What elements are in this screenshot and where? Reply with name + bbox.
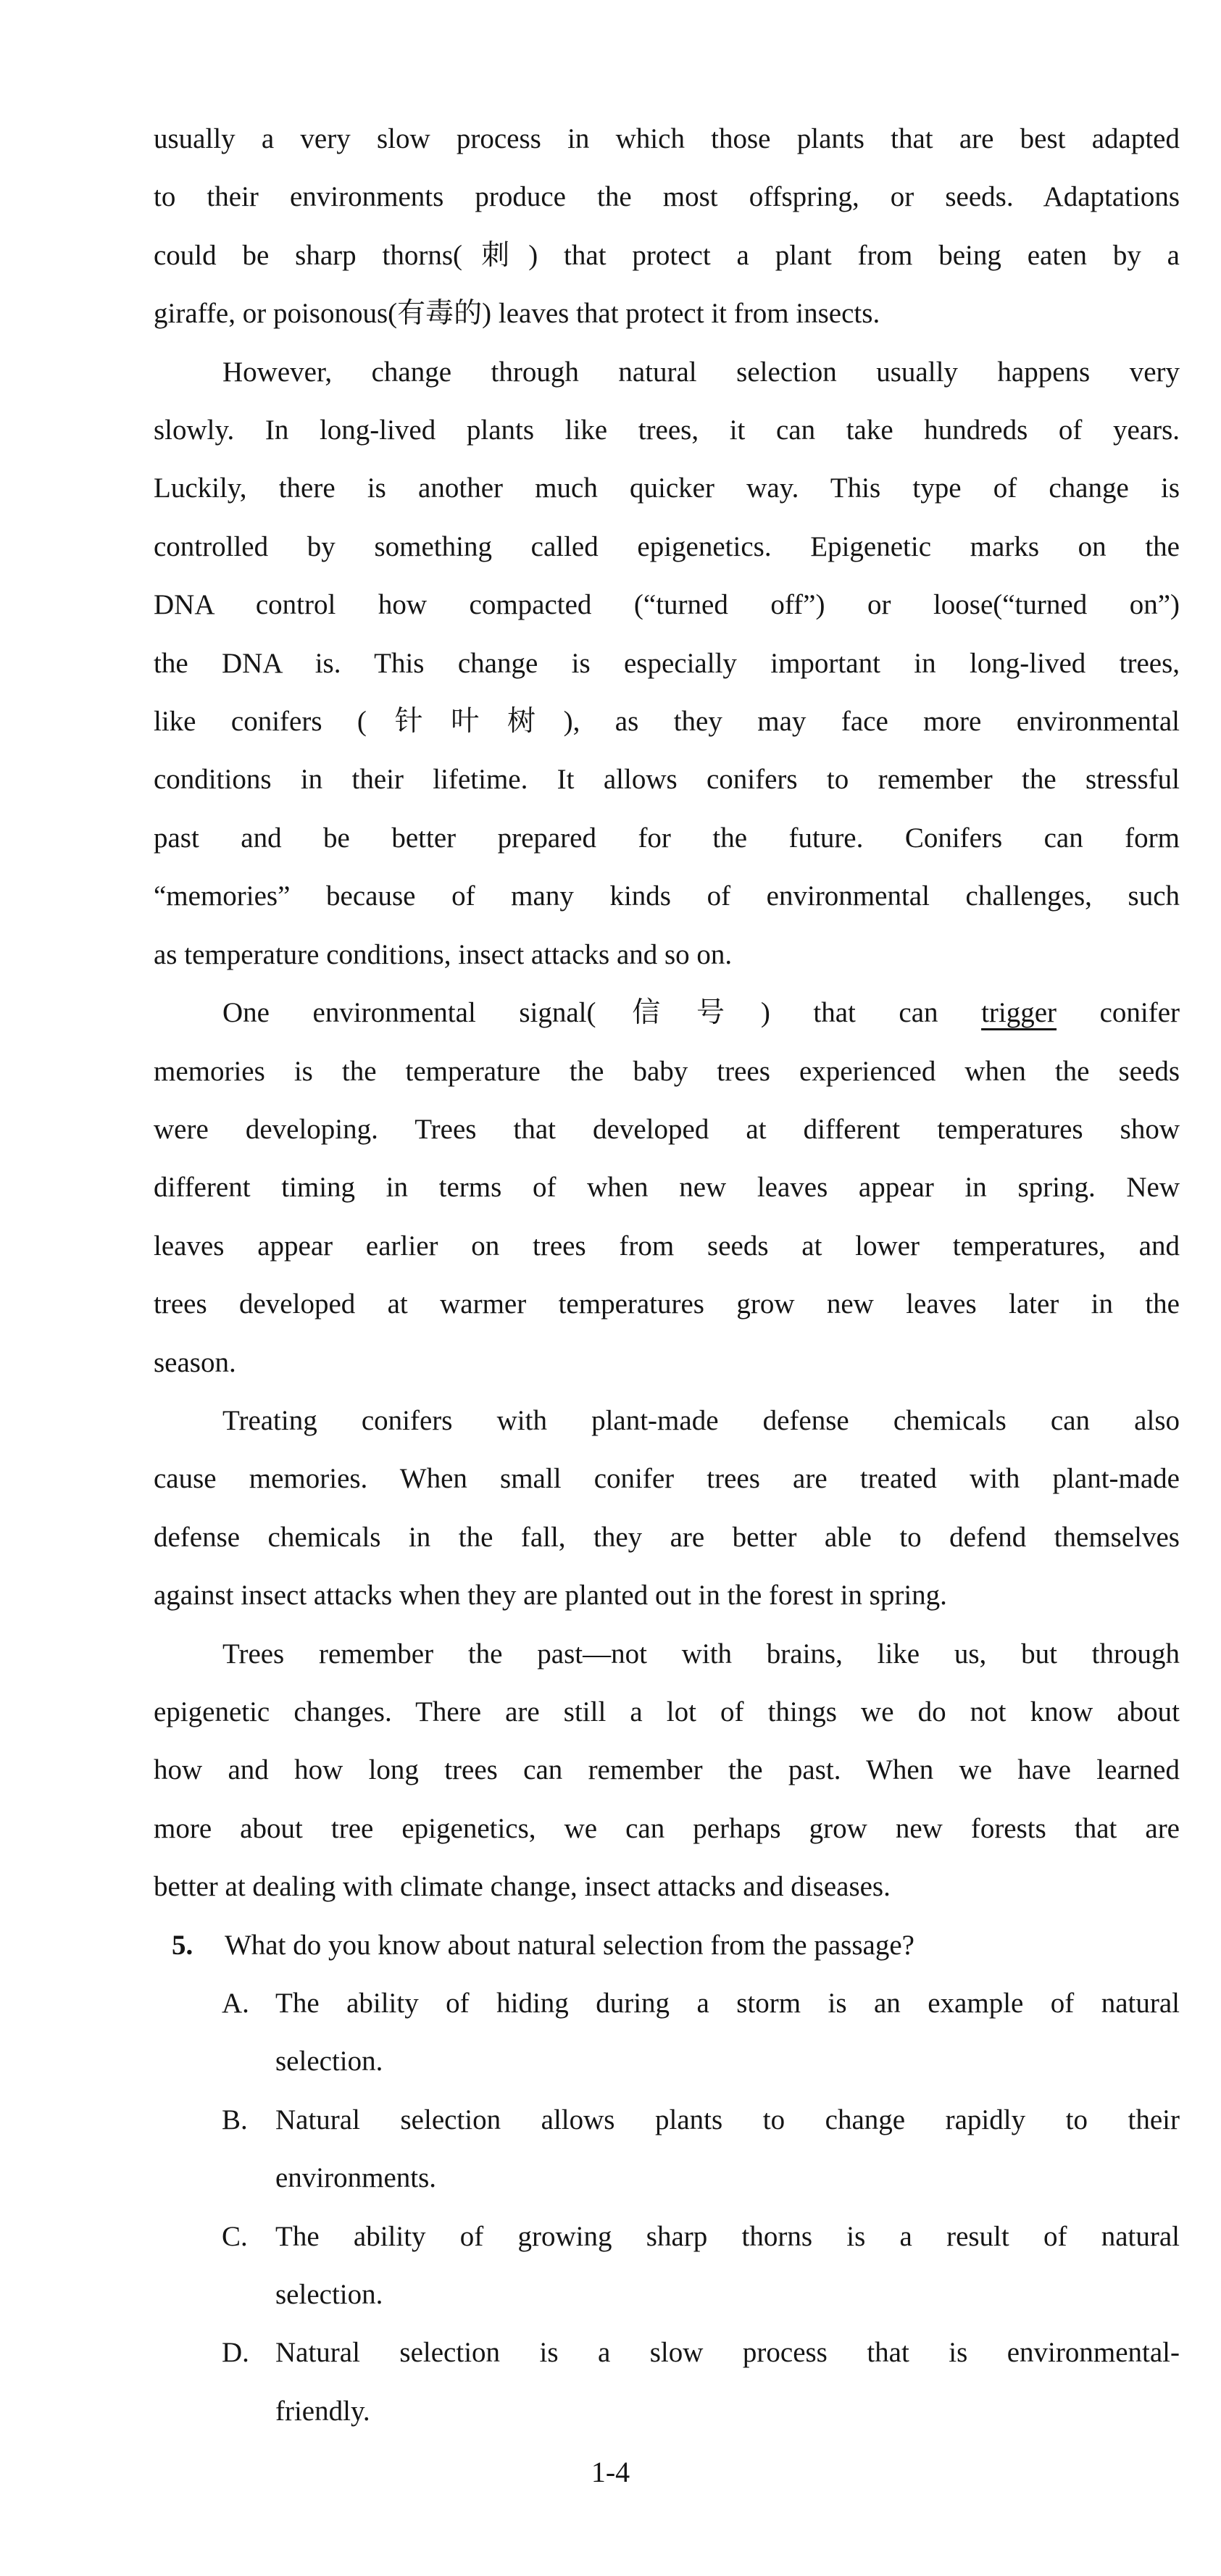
paragraph: [154, 343, 1180, 984]
option-row: [222, 2324, 1180, 2440]
passage-line: as temperature conditions, insect attacks and so on.: [154, 938, 733, 970]
passage-line: controlled by something called epigenetics. Epigenetic marks on the: [154, 530, 1180, 562]
passage-line: past and be better prepared for the future. Conifers can form: [154, 822, 1180, 854]
passage-line: However, change through natural selection usually happens very: [222, 356, 1180, 388]
passage-line: giraffe, or poisonous(有毒的) leaves that protect it from insects.: [154, 298, 880, 330]
passage-line: trees developed at warmer temperatures grow new leaves later in the: [154, 1288, 1180, 1320]
passage-line: epigenetic changes. There are still a lot of things we do not know about: [154, 1696, 1180, 1727]
passage-line: One environmental signal(信号) that can trigger conifer: [222, 997, 1180, 1029]
option-letter: D.: [222, 2337, 249, 2369]
option-line: The ability of growing sharp thorns is a result of natural: [275, 2220, 1180, 2252]
paragraph: [154, 1625, 1180, 1917]
passage-line: DNA control how compacted (“turned off”) or loose(“turned on”): [154, 589, 1180, 621]
option-letter: B.: [222, 2104, 248, 2135]
passage-line: were developing. Trees that developed at different temperatures show: [154, 1113, 1180, 1145]
option-body: [275, 2091, 1180, 2208]
passage-line: conditions in their lifetime. It allows conifers to remember the stressful: [154, 764, 1180, 796]
options: [154, 1975, 1180, 2440]
option-line: selection.: [275, 2279, 383, 2311]
option-letter: A.: [222, 1988, 249, 2019]
passage-line: better at dealing with climate change, insect attacks and diseases.: [154, 1871, 891, 1903]
question-5: [172, 1917, 1180, 1975]
passage-line: season.: [154, 1346, 236, 1378]
passage-line: the DNA is. This change is especially important in long-lived trees,: [154, 647, 1180, 679]
passage-line: different timing in terms of when new leaves appear in spring. New: [154, 1172, 1180, 1204]
passage-line: defense chemicals in the fall, they are better able to defend themselves: [154, 1521, 1180, 1553]
passage-line: leaves appear earlier on trees from seeds at lower temperatures, and: [154, 1230, 1180, 1262]
question-text: What do you know about natural selection from the passage?: [225, 1929, 914, 1961]
passage-line: could be sharp thorns(刺) that protect a plant from being eaten by a: [154, 239, 1180, 271]
passage-line: Luckily, there is another much quicker way. This type of change is: [154, 472, 1180, 504]
passage-line: to their environments produce the most offspring, or seeds. Adaptations: [154, 181, 1180, 213]
paragraph: [154, 1392, 1180, 1625]
option-row: [222, 2091, 1180, 2208]
page-number: 1-4: [591, 2456, 630, 2488]
passage-line: like conifers (针叶树), as they may face more environmental: [154, 706, 1180, 738]
passage-line: cause memories. When small conifer trees are treated with plant-made: [154, 1463, 1180, 1495]
option-line: Natural selection is a slow process that is environmental-: [275, 2337, 1180, 2369]
option-line: friendly.: [275, 2395, 370, 2427]
passage-line: memories is the temperature the baby trees experienced when the seeds: [154, 1055, 1180, 1087]
passage-line: more about tree epigenetics, we can perhaps grow new forests that are: [154, 1812, 1180, 1844]
option-line: Natural selection allows plants to change rapidly to their: [275, 2104, 1180, 2135]
option-line: environments.: [275, 2162, 437, 2194]
option-row: [222, 2208, 1180, 2325]
paragraph: [154, 110, 1180, 343]
passage-line: against insect attacks when they are planted out in the forest in spring.: [154, 1580, 947, 1612]
passage-line: how and how long trees can remember the past. When we have learned: [154, 1754, 1180, 1786]
option-line: selection.: [275, 2046, 383, 2077]
underlined-word: trigger: [981, 997, 1057, 1029]
option-line: The ability of hiding during a storm is an example of natural: [275, 1988, 1180, 2019]
option-row: [222, 1975, 1180, 2091]
option-body: [275, 2208, 1180, 2325]
option-body: [275, 1975, 1180, 2091]
page-content: [154, 110, 1180, 2440]
passage: [154, 110, 1180, 1917]
option-letter: C.: [222, 2220, 248, 2252]
passage-line: “memories” because of many kinds of environmental challenges, such: [154, 880, 1180, 912]
passage-line: Trees remember the past—not with brains, like us, but through: [222, 1638, 1180, 1670]
passage-line: slowly. In long-lived plants like trees, it can take hundreds of years.: [154, 414, 1180, 446]
paragraph: [154, 984, 1180, 1392]
passage-line: usually a very slow process in which those plants that are best adapted: [154, 123, 1180, 154]
option-body: [275, 2324, 1180, 2440]
passage-line: Treating conifers with plant-made defense chemicals can also: [222, 1404, 1180, 1436]
question-number: 5.: [172, 1929, 193, 1961]
